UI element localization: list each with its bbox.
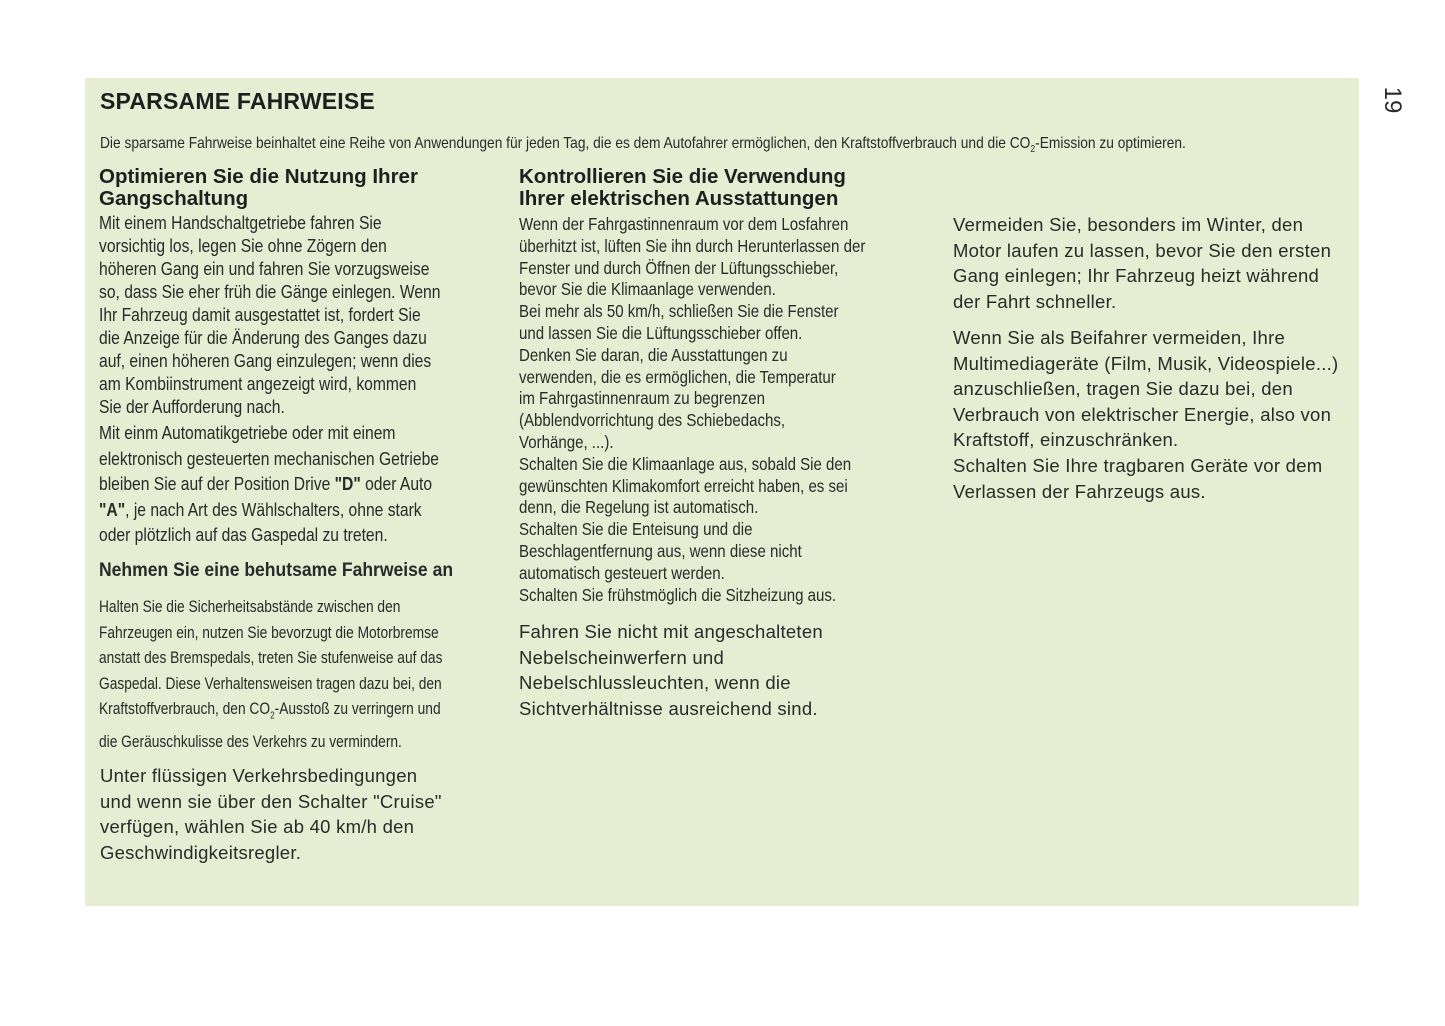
text-run: Kraftstoffverbrauch, den CO bbox=[99, 699, 271, 719]
text-line: (Abblendvorrichtung des Schiebedachs, bbox=[519, 410, 786, 431]
text-line: verfügen, wählen Sie ab 40 km/h den bbox=[100, 816, 415, 838]
section-heading bbox=[99, 166, 499, 210]
section-heading bbox=[519, 166, 919, 210]
text-run: , je nach Art des Wählschalters, ohne stark bbox=[125, 499, 422, 520]
text-line bbox=[99, 696, 493, 729]
manual-gearbox-paragraph bbox=[99, 212, 499, 419]
text-line: anzuschließen, tragen Sie dazu bei, den bbox=[953, 378, 1293, 400]
text-line: im Fahrgastinnenraum zu begrenzen bbox=[519, 388, 765, 409]
intro-text-end: -Emission zu optimieren. bbox=[1035, 135, 1186, 152]
heading-line: Ihrer elektrischen Ausstattungen bbox=[519, 187, 839, 210]
text-line: Schalten Sie Ihre tragbaren Geräte vor dem bbox=[953, 454, 1323, 476]
text-line: Schalten Sie die Enteisung und die bbox=[519, 519, 753, 540]
text-line: Wenn der Fahrgastinnenraum vor dem Losfahren bbox=[519, 214, 849, 234]
text-line: oder plötzlich auf das Gaspedal zu treten. bbox=[99, 525, 388, 545]
column-gear-usage bbox=[99, 165, 499, 863]
text-line: Schalten Sie frühstmöglich die Sitzheizung aus. bbox=[519, 584, 837, 605]
text-line: Vermeiden Sie, besonders im Winter, den bbox=[953, 214, 1304, 235]
text-line: vorsichtig los, legen Sie ohne Zögern den bbox=[99, 236, 387, 256]
text-line: automatisch gesteuert werden. bbox=[519, 562, 725, 583]
gentle-driving-paragraph bbox=[99, 594, 493, 755]
text-run: oder Auto bbox=[360, 474, 433, 494]
text-line: anstatt des Bremspedals, treten Sie stufenweise auf das bbox=[99, 648, 443, 668]
text-line: gewünschten Klimakomfort erreicht haben, es sei bbox=[519, 475, 848, 496]
text-line: Nebelschlussleuchten, wenn die bbox=[519, 672, 791, 694]
text-line: Gang einlegen; Ihr Fahrzeug heizt während bbox=[953, 265, 1320, 287]
text-line: Multimediageräte (Film, Musik, Videospiele...) bbox=[953, 352, 1339, 374]
text-line bbox=[99, 472, 499, 498]
text-line: Unter flüssigen Verkehrsbedingungen bbox=[100, 765, 418, 786]
intro-text: Die sparsame Fahrweise beinhaltet eine Reihe von Anwendungen für jeden Tag, die es dem Autofahrer ermöglichen, den Kraftstoffverbrauch und die CO bbox=[100, 135, 1031, 152]
automatic-gearbox-paragraph bbox=[99, 421, 499, 549]
drive-position-label: "D" bbox=[334, 474, 361, 494]
electrical-equipment-paragraph bbox=[519, 214, 919, 606]
text-line: denn, die Regelung ist automatisch. bbox=[519, 497, 759, 518]
text-line: die Geräuschkulisse des Verkehrs zu vermindern. bbox=[99, 732, 402, 752]
text-line: und wenn sie über den Schalter "Cruise" bbox=[100, 790, 442, 812]
text-line: Verbrauch von elektrischer Energie, also von bbox=[953, 403, 1332, 425]
text-line: überhitzt ist, lüften Sie ihn durch Herunterlassen der bbox=[519, 235, 866, 256]
text-line: Bei mehr als 50 km/h, schließen Sie die Fenster bbox=[519, 301, 839, 322]
engine-idle-paragraph bbox=[953, 212, 1331, 314]
intro-paragraph bbox=[100, 134, 1186, 160]
text-line: Vorhänge, ...). bbox=[519, 431, 614, 452]
cruise-control-paragraph bbox=[100, 763, 442, 865]
text-line: Fahren Sie nicht mit angeschalteten bbox=[519, 621, 823, 642]
text-line: verwenden, die es ermöglichen, die Temperatur bbox=[519, 366, 836, 387]
text-line: höheren Gang ein und fahren Sie vorzugsweise bbox=[99, 259, 430, 279]
text-line: die Anzeige für die Änderung des Ganges dazu bbox=[99, 328, 427, 348]
text-run: bleiben Sie auf der Position Drive bbox=[99, 474, 335, 494]
text-line: elektronisch gesteuerten mechanischen Getriebe bbox=[99, 448, 439, 469]
text-line: Kraftstoff, einzuschränken. bbox=[953, 429, 1179, 451]
text-line: Nebelscheinwerfern und bbox=[519, 646, 725, 668]
text-line: Sichtverhältnisse ausreichend sind. bbox=[519, 697, 818, 719]
co2-subscript: 2 bbox=[1030, 144, 1036, 156]
text-line: Mit einm Automatikgetriebe oder mit einem bbox=[99, 423, 396, 443]
text-line: Schalten Sie die Klimaanlage aus, sobald Sie den bbox=[519, 453, 852, 474]
subheading-gentle-driving: Nehmen Sie eine behutsame Fahrweise an bbox=[99, 559, 454, 581]
text-line: Geschwindigkeitsregler. bbox=[100, 841, 302, 863]
page-title: SPARSAME FAHRWEISE bbox=[100, 88, 375, 114]
co2-subscript: 2 bbox=[270, 710, 275, 722]
text-line: am Kombiinstrument angezeigt wird, kommen bbox=[99, 374, 417, 394]
text-line: Ihr Fahrzeug damit ausgestattet ist, fordert Sie bbox=[99, 305, 421, 325]
text-line: Mit einem Handschaltgetriebe fahren Sie bbox=[99, 213, 382, 233]
text-line: so, dass Sie eher früh die Gänge einlegen. Wenn bbox=[99, 282, 441, 302]
heading-line: Gangschaltung bbox=[99, 187, 249, 210]
text-line: der Fahrt schneller. bbox=[953, 290, 1117, 312]
text-line: Sie der Aufforderung nach. bbox=[99, 397, 285, 417]
text-line: und lassen Sie die Lüftungsschieber offen. bbox=[519, 322, 803, 343]
page-number: 19 bbox=[1379, 86, 1406, 114]
heading-line: Kontrollieren Sie die Verwendung bbox=[519, 165, 846, 188]
text-line: Fenster und durch Öffnen der Lüftungsschieber, bbox=[519, 257, 839, 278]
text-line: Halten Sie die Sicherheitsabstände zwischen den bbox=[99, 597, 401, 616]
text-line: bevor Sie die Klimaanlage verwenden. bbox=[519, 279, 776, 300]
text-line: Verlassen der Fahrzeugs aus. bbox=[953, 480, 1206, 502]
text-line: Wenn Sie als Beifahrer vermeiden, Ihre bbox=[953, 327, 1286, 348]
column-electrical-equipment bbox=[519, 165, 919, 719]
auto-position-label: "A" bbox=[99, 499, 126, 520]
text-line: Gaspedal. Diese Verhaltensweisen tragen dazu bei, den bbox=[99, 673, 442, 693]
text-line bbox=[99, 498, 499, 524]
fog-lights-paragraph bbox=[519, 619, 823, 721]
heading-line: Optimieren Sie die Nutzung Ihrer bbox=[99, 165, 418, 188]
text-line: Fahrzeugen ein, nutzen Sie bevorzugt die Motorbremse bbox=[99, 622, 439, 642]
multimedia-paragraph bbox=[953, 325, 1338, 504]
text-line: Beschlagentfernung aus, wenn diese nicht bbox=[519, 540, 802, 561]
text-line: auf, einen höheren Gang einzulegen; wenn dies bbox=[99, 351, 432, 371]
text-line: Motor laufen zu lassen, bevor Sie den ersten bbox=[953, 239, 1332, 261]
text-run: -Ausstoß zu verringern und bbox=[274, 699, 441, 719]
text-line: Denken Sie daran, die Ausstattungen zu bbox=[519, 344, 788, 365]
